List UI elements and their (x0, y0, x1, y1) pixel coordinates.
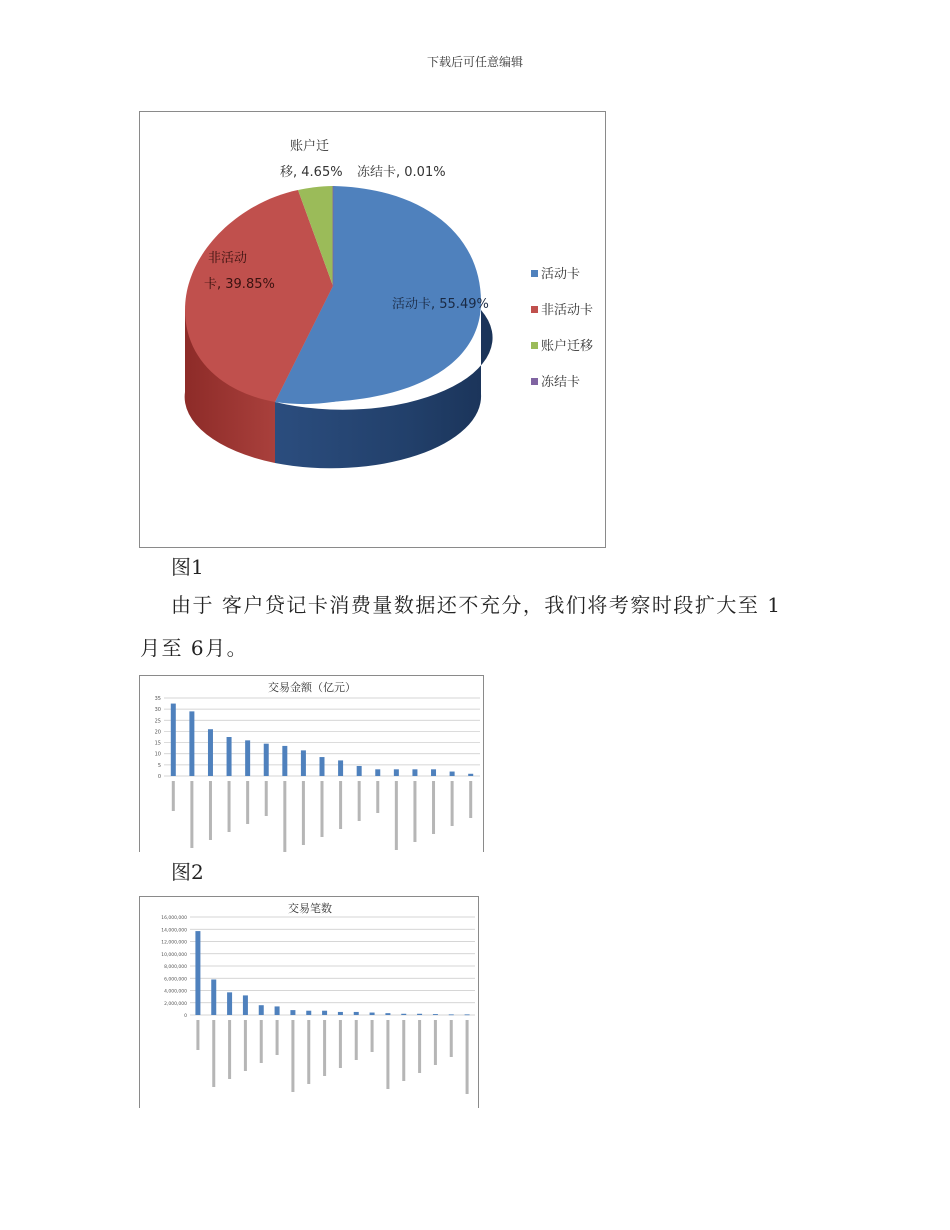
legend-swatch-migrate (531, 342, 538, 349)
count-bar (370, 1013, 375, 1015)
label-inactive-line2: 卡, 39.85% (204, 277, 275, 292)
amount-category-label (358, 781, 361, 821)
figure1-caption: 图1 (171, 555, 204, 579)
amount-category-label (209, 781, 212, 840)
pie-chart (140, 112, 606, 548)
amount-bar (450, 772, 455, 776)
label-migrate-line2: 移, 4.65% (280, 165, 343, 180)
amount-ytick-label: 0 (157, 774, 161, 780)
amount-category-label (283, 781, 286, 852)
count-category-label (339, 1020, 342, 1068)
amount-category-label (246, 781, 249, 824)
page-header: 下载后可任意编辑 (426, 55, 523, 69)
count-ytick-label: 6,000,000 (164, 977, 187, 983)
count-category-label (418, 1020, 421, 1073)
count-ytick-label: 0 (184, 1014, 187, 1019)
amount-category-label (321, 781, 324, 837)
amount-bar (412, 769, 417, 776)
count-category-label (276, 1020, 279, 1055)
count-bar (290, 1010, 295, 1015)
amount-category-label (376, 781, 379, 813)
label-active: 活动卡, 55.49% (392, 297, 489, 312)
count-category-label (371, 1020, 374, 1052)
amount-category-label (265, 781, 268, 816)
count-bar-chart (140, 897, 479, 1108)
legend-swatch-frozen (531, 378, 538, 385)
count-category-label (450, 1020, 453, 1057)
amount-ytick-label: 30 (154, 707, 161, 714)
amount-bar (431, 769, 436, 776)
amount-bar (338, 760, 343, 776)
count-category-label (228, 1020, 231, 1079)
amount-chart-title: 交易金额（亿元） (268, 681, 356, 694)
label-frozen: 冻结卡, 0.01% (357, 165, 446, 180)
count-bar (354, 1012, 359, 1015)
count-category-label (307, 1020, 310, 1084)
amount-bar (375, 769, 380, 776)
count-category-label (434, 1020, 437, 1065)
count-ytick-label: 10,000,000 (161, 952, 187, 958)
count-category-label (196, 1020, 199, 1050)
amount-bar (245, 740, 250, 776)
label-migrate-line1: 账户迁 (290, 139, 330, 154)
count-category-label (323, 1020, 326, 1076)
count-category-label (291, 1020, 294, 1092)
count-bar (227, 992, 232, 1015)
amount-ytick-label: 5 (157, 762, 161, 769)
amount-ytick-label: 20 (154, 729, 161, 736)
legend-label-inactive: 非活动卡 (541, 303, 594, 318)
count-bar (195, 931, 200, 1015)
count-ytick-label: 2,000,000 (164, 1001, 187, 1007)
count-bar (417, 1014, 422, 1015)
amount-bar (394, 769, 399, 776)
amount-bar (189, 711, 194, 776)
count-chart-frame (139, 896, 479, 1108)
count-bar (243, 995, 248, 1015)
legend-label-migrate: 账户迁移 (541, 339, 594, 354)
amount-bar (320, 757, 325, 776)
count-bar (211, 979, 216, 1015)
count-bar (306, 1011, 311, 1015)
count-bar (465, 1014, 470, 1015)
count-bar (385, 1013, 390, 1015)
amount-bar (208, 729, 213, 776)
amount-category-label (302, 781, 305, 845)
figure2-caption: 图2 (171, 860, 204, 884)
count-category-label (212, 1020, 215, 1087)
amount-ytick-label: 35 (154, 696, 161, 702)
count-ytick-label: 16,000,000 (161, 916, 187, 921)
amount-bar (468, 774, 473, 776)
amount-ytick-label: 25 (154, 718, 161, 725)
amount-bar (282, 746, 287, 776)
legend-label-frozen: 冻结卡 (541, 375, 581, 390)
count-bar (322, 1011, 327, 1015)
count-ytick-label: 12,000,000 (161, 940, 187, 946)
count-ytick-label: 14,000,000 (161, 928, 187, 934)
count-bar (275, 1006, 280, 1015)
legend-label-active: 活动卡 (541, 267, 581, 282)
count-category-label (260, 1020, 263, 1063)
count-bar (259, 1005, 264, 1015)
amount-ytick-label: 15 (154, 740, 161, 747)
paragraph-line2: 月至 6月。 (140, 636, 249, 660)
amount-category-label (228, 781, 231, 832)
amount-category-label (395, 781, 398, 850)
count-category-label (386, 1020, 389, 1089)
count-chart-title: 交易笔数 (288, 902, 332, 915)
amount-bar (301, 750, 306, 776)
legend-swatch-active (531, 270, 538, 277)
count-category-label (466, 1020, 469, 1094)
count-bar (338, 1012, 343, 1015)
pie-legend (531, 266, 593, 390)
count-ytick-label: 8,000,000 (164, 965, 187, 970)
paragraph-line1: 由于 客户贷记卡消费量数据还不充分，我们将考察时段扩大至 1 (171, 593, 782, 617)
count-category-label (244, 1020, 247, 1071)
amount-category-label (190, 781, 193, 848)
count-bar (433, 1014, 438, 1015)
amount-chart-frame (139, 675, 484, 852)
amount-bar (357, 766, 362, 776)
amount-category-label (339, 781, 342, 829)
amount-category-label (432, 781, 435, 834)
pie-chart-frame (139, 111, 606, 548)
amount-bar (264, 744, 269, 776)
count-ytick-label: 4,000,000 (164, 989, 187, 995)
count-bar (401, 1014, 406, 1015)
legend-swatch-inactive (531, 306, 538, 313)
amount-bar-chart (140, 676, 484, 852)
amount-category-label (413, 781, 416, 842)
amount-ytick-label: 10 (154, 751, 161, 758)
amount-category-label (451, 781, 454, 826)
amount-bar (171, 704, 176, 776)
count-category-label (355, 1020, 358, 1060)
count-category-label (402, 1020, 405, 1081)
amount-bar (227, 737, 232, 776)
count-bar (449, 1014, 454, 1015)
label-inactive-line1: 非活动 (208, 251, 248, 266)
amount-category-label (172, 781, 175, 811)
amount-category-label (469, 781, 472, 818)
